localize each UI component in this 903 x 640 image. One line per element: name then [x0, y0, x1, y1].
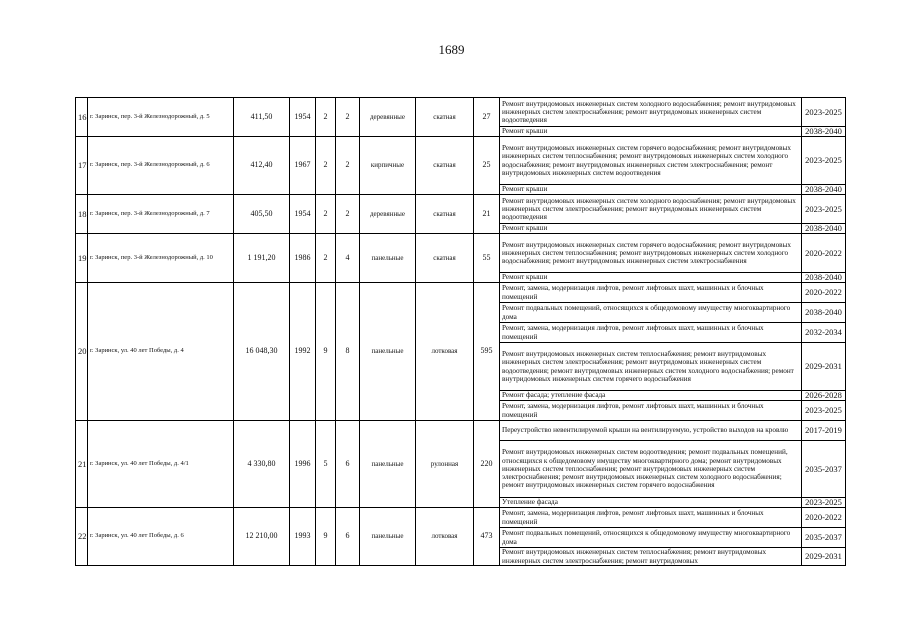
- entrances-cell: 2: [336, 137, 360, 195]
- period-cell: 2023-2025: [802, 137, 846, 185]
- period-cell: 2029-2031: [802, 343, 846, 391]
- entrances-cell: 2: [336, 195, 360, 234]
- roof-type-cell: скатная: [416, 195, 474, 234]
- period-cell: 2023-2025: [802, 98, 846, 127]
- work-type-cell: Ремонт внутридомовых инженерных систем холодного водоснабжения; ремонт внутридомовых инженерных систем электроснабжения; ремонт внутридомовых инженерных систем водоотведения: [500, 98, 802, 127]
- area-cell: 405,50: [234, 195, 290, 234]
- work-type-cell: Ремонт крыши: [500, 185, 802, 195]
- roof-type-cell: лотковая: [416, 283, 474, 421]
- period-cell: 2038-2040: [802, 273, 846, 283]
- apartments-cell: 25: [474, 137, 500, 195]
- area-cell: 412,40: [234, 137, 290, 195]
- year-cell: 1992: [290, 283, 316, 421]
- row-number: 18: [76, 195, 88, 234]
- year-cell: 1996: [290, 421, 316, 508]
- wall-material-cell: панельные: [360, 234, 416, 283]
- work-type-cell: Ремонт, замена, модернизация лифтов, ремонт лифтовых шахт, машинных и блочных помещений: [500, 401, 802, 421]
- work-type-cell: Ремонт, замена, модернизация лифтов, ремонт лифтовых шахт, машинных и блочных помещений: [500, 283, 802, 303]
- period-cell: 2029-2031: [802, 548, 846, 566]
- work-type-cell: Ремонт крыши: [500, 224, 802, 234]
- floors-cell: 2: [316, 195, 336, 234]
- period-cell: 2038-2040: [802, 224, 846, 234]
- apartments-cell: 55: [474, 234, 500, 283]
- table-row: [76, 137, 846, 185]
- apartments-cell: 595: [474, 283, 500, 421]
- work-type-cell: Ремонт внутридомовых инженерных систем горячего водоснабжения; ремонт внутридомовых инженерных систем теплоснабжения; ремонт внутридомовых инженерных систем холодного водоснабжения; ремонт внутридомовых инженерных систем электроснабжения; ремонт внутридомовых инженерных систем водоотведения: [500, 137, 802, 185]
- work-type-cell: Ремонт фасада; утепление фасада: [500, 391, 802, 401]
- table-row: [76, 234, 846, 273]
- apartments-cell: 220: [474, 421, 500, 508]
- address-cell: г. Заринск, пер. 3-й Железнодорожный, д. 6: [88, 137, 234, 195]
- wall-material-cell: деревянные: [360, 98, 416, 137]
- entrances-cell: 4: [336, 234, 360, 283]
- area-cell: 411,50: [234, 98, 290, 137]
- wall-material-cell: деревянные: [360, 195, 416, 234]
- work-type-cell: Ремонт внутридомовых инженерных систем горячего водоснабжения; ремонт внутридомовых инженерных систем теплоснабжения; ремонт внутридомовых инженерных систем холодного водоснабжения; ремонт внутридомовых инженерных систем электроснабжения: [500, 234, 802, 273]
- work-type-cell: Ремонт, замена, модернизация лифтов, ремонт лифтовых шахт, машинных и блочных помещений: [500, 323, 802, 343]
- work-type-cell: Ремонт подвальных помещений, относящихся к общедомовому имуществу многоквартирного дома: [500, 303, 802, 323]
- year-cell: 1954: [290, 195, 316, 234]
- period-cell: 2026-2028: [802, 391, 846, 401]
- period-cell: 2038-2040: [802, 303, 846, 323]
- row-number: 17: [76, 137, 88, 195]
- wall-material-cell: панельные: [360, 421, 416, 508]
- period-cell: 2017-2019: [802, 421, 846, 441]
- work-type-cell: Ремонт подвальных помещений, относящихся к общедомовому имуществу многоквартирного дома: [500, 528, 802, 548]
- work-type-cell: Переустройство невентилируемой крыши на вентилируемую, устройство выходов на кровлю: [500, 421, 802, 441]
- capital-repair-table: [75, 97, 846, 566]
- floors-cell: 2: [316, 137, 336, 195]
- address-cell: г. Заринск, пер. 3-й Железнодорожный, д. 10: [88, 234, 234, 283]
- address-cell: г. Заринск, ул. 40 лет Победы, д. 4: [88, 283, 234, 421]
- page-number: 1689: [438, 42, 465, 57]
- period-cell: 2032-2034: [802, 323, 846, 343]
- area-cell: 12 210,00: [234, 508, 290, 566]
- apartments-cell: 27: [474, 98, 500, 137]
- apartments-cell: 473: [474, 508, 500, 566]
- row-number: 21: [76, 421, 88, 508]
- floors-cell: 9: [316, 283, 336, 421]
- work-type-cell: Утепление фасада: [500, 498, 802, 508]
- address-cell: г. Заринск, ул. 40 лет Победы, д. 4/1: [88, 421, 234, 508]
- entrances-cell: 2: [336, 98, 360, 137]
- roof-type-cell: скатная: [416, 98, 474, 137]
- table-row: [76, 98, 846, 127]
- address-cell: г. Заринск, пер. 3-й Железнодорожный, д. 7: [88, 195, 234, 234]
- period-cell: 2038-2040: [802, 127, 846, 137]
- year-cell: 1993: [290, 508, 316, 566]
- wall-material-cell: панельные: [360, 508, 416, 566]
- table-row: [76, 508, 846, 528]
- work-type-cell: Ремонт крыши: [500, 127, 802, 137]
- wall-material-cell: кирпичные: [360, 137, 416, 195]
- entrances-cell: 6: [336, 508, 360, 566]
- area-cell: 4 330,80: [234, 421, 290, 508]
- roof-type-cell: скатная: [416, 234, 474, 283]
- period-cell: 2023-2025: [802, 195, 846, 224]
- row-number: 19: [76, 234, 88, 283]
- period-cell: 2020-2022: [802, 508, 846, 528]
- year-cell: 1967: [290, 137, 316, 195]
- floors-cell: 9: [316, 508, 336, 566]
- period-cell: 2035-2037: [802, 441, 846, 498]
- year-cell: 1954: [290, 98, 316, 137]
- entrances-cell: 6: [336, 421, 360, 508]
- address-cell: г. Заринск, ул. 40 лет Победы, д. 6: [88, 508, 234, 566]
- period-cell: 2038-2040: [802, 185, 846, 195]
- period-cell: 2020-2022: [802, 283, 846, 303]
- work-type-cell: Ремонт внутридомовых инженерных систем холодного водоснабжения; ремонт внутридомовых инженерных систем электроснабжения; ремонт внутридомовых инженерных систем водоотведения: [500, 195, 802, 224]
- area-cell: 1 191,20: [234, 234, 290, 283]
- period-cell: 2023-2025: [802, 401, 846, 421]
- period-cell: 2035-2037: [802, 528, 846, 548]
- work-type-cell: Ремонт, замена, модернизация лифтов, ремонт лифтовых шахт, машинных и блочных помещений: [500, 508, 802, 528]
- row-number: 20: [76, 283, 88, 421]
- roof-type-cell: скатная: [416, 137, 474, 195]
- table-row: [76, 283, 846, 303]
- work-type-cell: Ремонт внутридомовых инженерных систем теплоснабжения; ремонт внутридомовых инженерных систем электроснабжения; ремонт внутридомовых: [500, 548, 802, 566]
- wall-material-cell: панельные: [360, 283, 416, 421]
- floors-cell: 5: [316, 421, 336, 508]
- floors-cell: 2: [316, 234, 336, 283]
- apartments-cell: 21: [474, 195, 500, 234]
- table-row: [76, 195, 846, 224]
- roof-type-cell: рулонная: [416, 421, 474, 508]
- row-number: 22: [76, 508, 88, 566]
- work-type-cell: Ремонт крыши: [500, 273, 802, 283]
- period-cell: 2023-2025: [802, 498, 846, 508]
- row-number: 16: [76, 98, 88, 137]
- year-cell: 1986: [290, 234, 316, 283]
- work-type-cell: Ремонт внутридомовых инженерных систем водоотведения; ремонт подвальных помещений, относящихся к общедомовому имуществу многоквартирного дома; ремонт внутридомовых инженерных систем теплоснабжения; ремонт внутридомовых инженерных систем электроснабжения; ремонт внутридомовых инженерных систем холодного водоснабжения; ремонт внутридомовых инженерных систем горячего водоснабжения: [500, 441, 802, 498]
- address-cell: г. Заринск, пер. 3-й Железнодорожный, д. 5: [88, 98, 234, 137]
- entrances-cell: 8: [336, 283, 360, 421]
- work-type-cell: Ремонт внутридомовых инженерных систем теплоснабжения; ремонт внутридомовых инженерных систем электроснабжения; ремонт внутридомовых инженерных систем водоотведения; ремонт внутридомовых инженерных систем холодного водоснабжения; ремонт внутридомовых инженерных систем горячего водоснабжения: [500, 343, 802, 391]
- table-row: [76, 421, 846, 441]
- roof-type-cell: лотковая: [416, 508, 474, 566]
- floors-cell: 2: [316, 98, 336, 137]
- area-cell: 16 048,30: [234, 283, 290, 421]
- table-body: [76, 98, 846, 566]
- period-cell: 2020-2022: [802, 234, 846, 273]
